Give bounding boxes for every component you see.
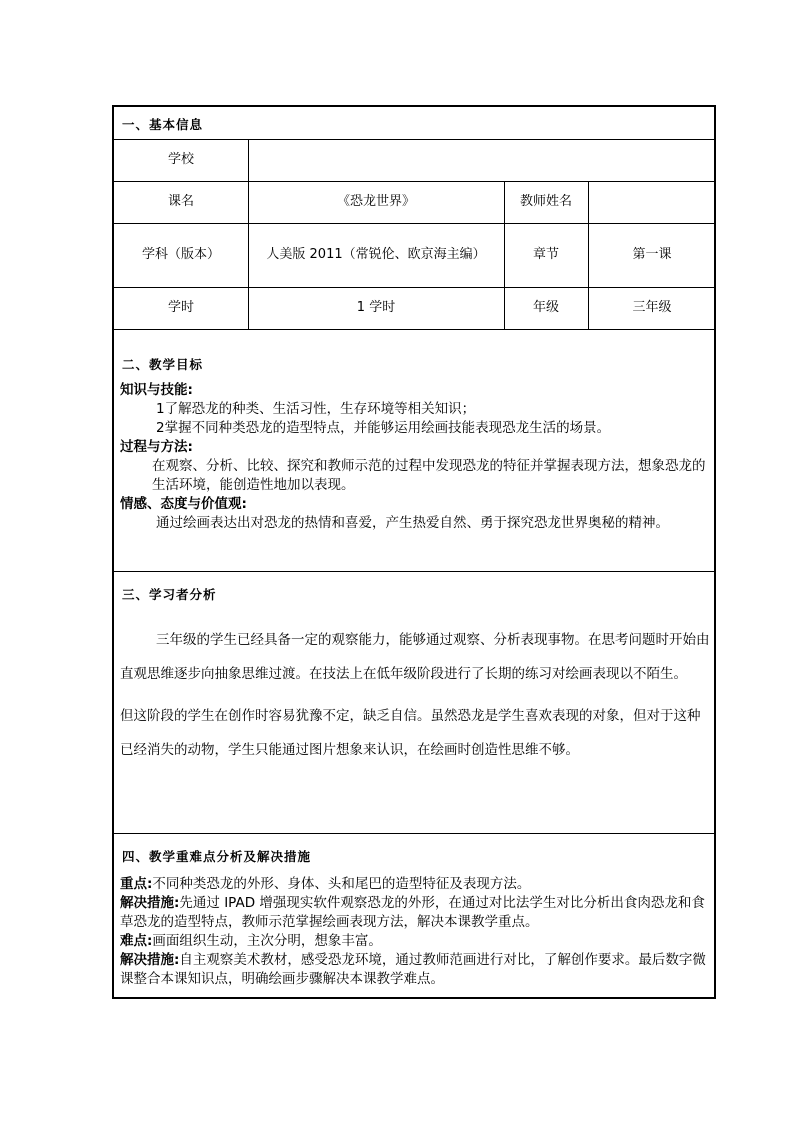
school-value <box>248 139 716 181</box>
hours-value: 1 学时 <box>356 300 396 315</box>
learners-paragraph-1: 三年级的学生已经具备一定的观察能力，能够通过观察、分析表现事物。在思考问题时开始由直观思维逐步向抽象思维过渡。在技法上在低年级阶段进行了长期的练习对绘画表现以不陌生。 <box>120 632 710 682</box>
divider <box>114 833 714 834</box>
solution-2-text: 自主观察美术教材，感受恐龙环境，通过教师范画进行对比，了解创作要求。最后数字微课整合本课知识点，明确绘画步骤解决本课教学难点。 <box>120 952 706 987</box>
course-value: 《恐龙世界》 <box>336 194 415 209</box>
difficulty-text: 画面组织生动，主次分明，想象丰富。 <box>152 933 382 949</box>
teacher-value <box>588 181 716 223</box>
grade-label: 年级 <box>532 300 559 315</box>
key-label: 重点: <box>120 876 153 892</box>
learners-paragraph-2: 但这阶段的学生在创作时容易犹豫不定，缺乏自信。虽然恐龙是学生喜欢表现的对象，但对于这种已经消失的动物，学生只能通过图片想象来认识，在绘画时创造性思维不够。 <box>120 708 701 758</box>
learners-body <box>120 623 712 767</box>
difficulty <box>120 932 712 951</box>
lesson-plan-table <box>112 105 716 999</box>
keypoints-body <box>120 875 712 989</box>
difficulty-label: 难点: <box>120 933 153 949</box>
subject-label: 学科（版本） <box>141 247 220 262</box>
divider <box>114 329 714 330</box>
chapter-label: 章节 <box>532 247 559 262</box>
subject-value: 人美版 2011（常锐伦、欧京海主编） <box>266 247 486 262</box>
key-text: 不同种类恐龙的外形、身体、头和尾巴的造型特征及表现方法。 <box>152 876 531 892</box>
chapter-value: 第一课 <box>632 247 672 262</box>
solution-2 <box>120 951 712 989</box>
section-objectives-heading: 二、教学目标 <box>122 357 204 372</box>
section-learners-heading: 三、学习者分析 <box>122 587 217 602</box>
divider <box>114 571 714 572</box>
solution-1-text: 先通过 IPAD 增强现实软件观察恐龙的外形，在通过对比法学生对比分析出食肉恐龙和食草恐龙的造型特点，教师示范掌握绘画表现方法，解决本课教学重点。 <box>120 895 705 930</box>
process-text: 在观察、分析、比较、探究和教师示范的过程中发现恐龙的特征并掌握表现方法，想象恐龙的生活环境，能创造性地加以表现。 <box>152 458 706 493</box>
solution-1-label: 解决措施: <box>120 895 180 911</box>
teacher-label: 教师姓名 <box>519 194 572 209</box>
section-basic-info-heading: 一、基本信息 <box>122 117 204 132</box>
knowledge-title: 知识与技能: <box>120 382 193 398</box>
section-keypoints-heading: 四、教学重难点分析及解决措施 <box>122 849 312 864</box>
knowledge-item-2: 2掌握不同种类恐龙的造型特点，并能够运用绘画技能表现恐龙生活的场景。 <box>156 420 611 436</box>
attitude-text: 通过绘画表达出对恐龙的热情和喜爱，产生热爱自然、勇于探究恐龙世界奥秘的精神。 <box>156 515 669 531</box>
key-point <box>120 875 712 894</box>
objectives-body <box>120 381 710 533</box>
attitude-title: 情感、态度与价值观: <box>120 496 247 512</box>
hours-label: 学时 <box>167 300 194 315</box>
solution-2-label: 解决措施: <box>120 952 180 968</box>
solution-1 <box>120 894 712 932</box>
school-label: 学校 <box>167 152 194 167</box>
process-title: 过程与方法: <box>120 439 193 455</box>
course-label: 课名 <box>167 194 194 209</box>
grade-value: 三年级 <box>632 300 672 315</box>
knowledge-item-1: 1了解恐龙的种类、生活习性，生存环境等相关知识； <box>156 401 476 417</box>
